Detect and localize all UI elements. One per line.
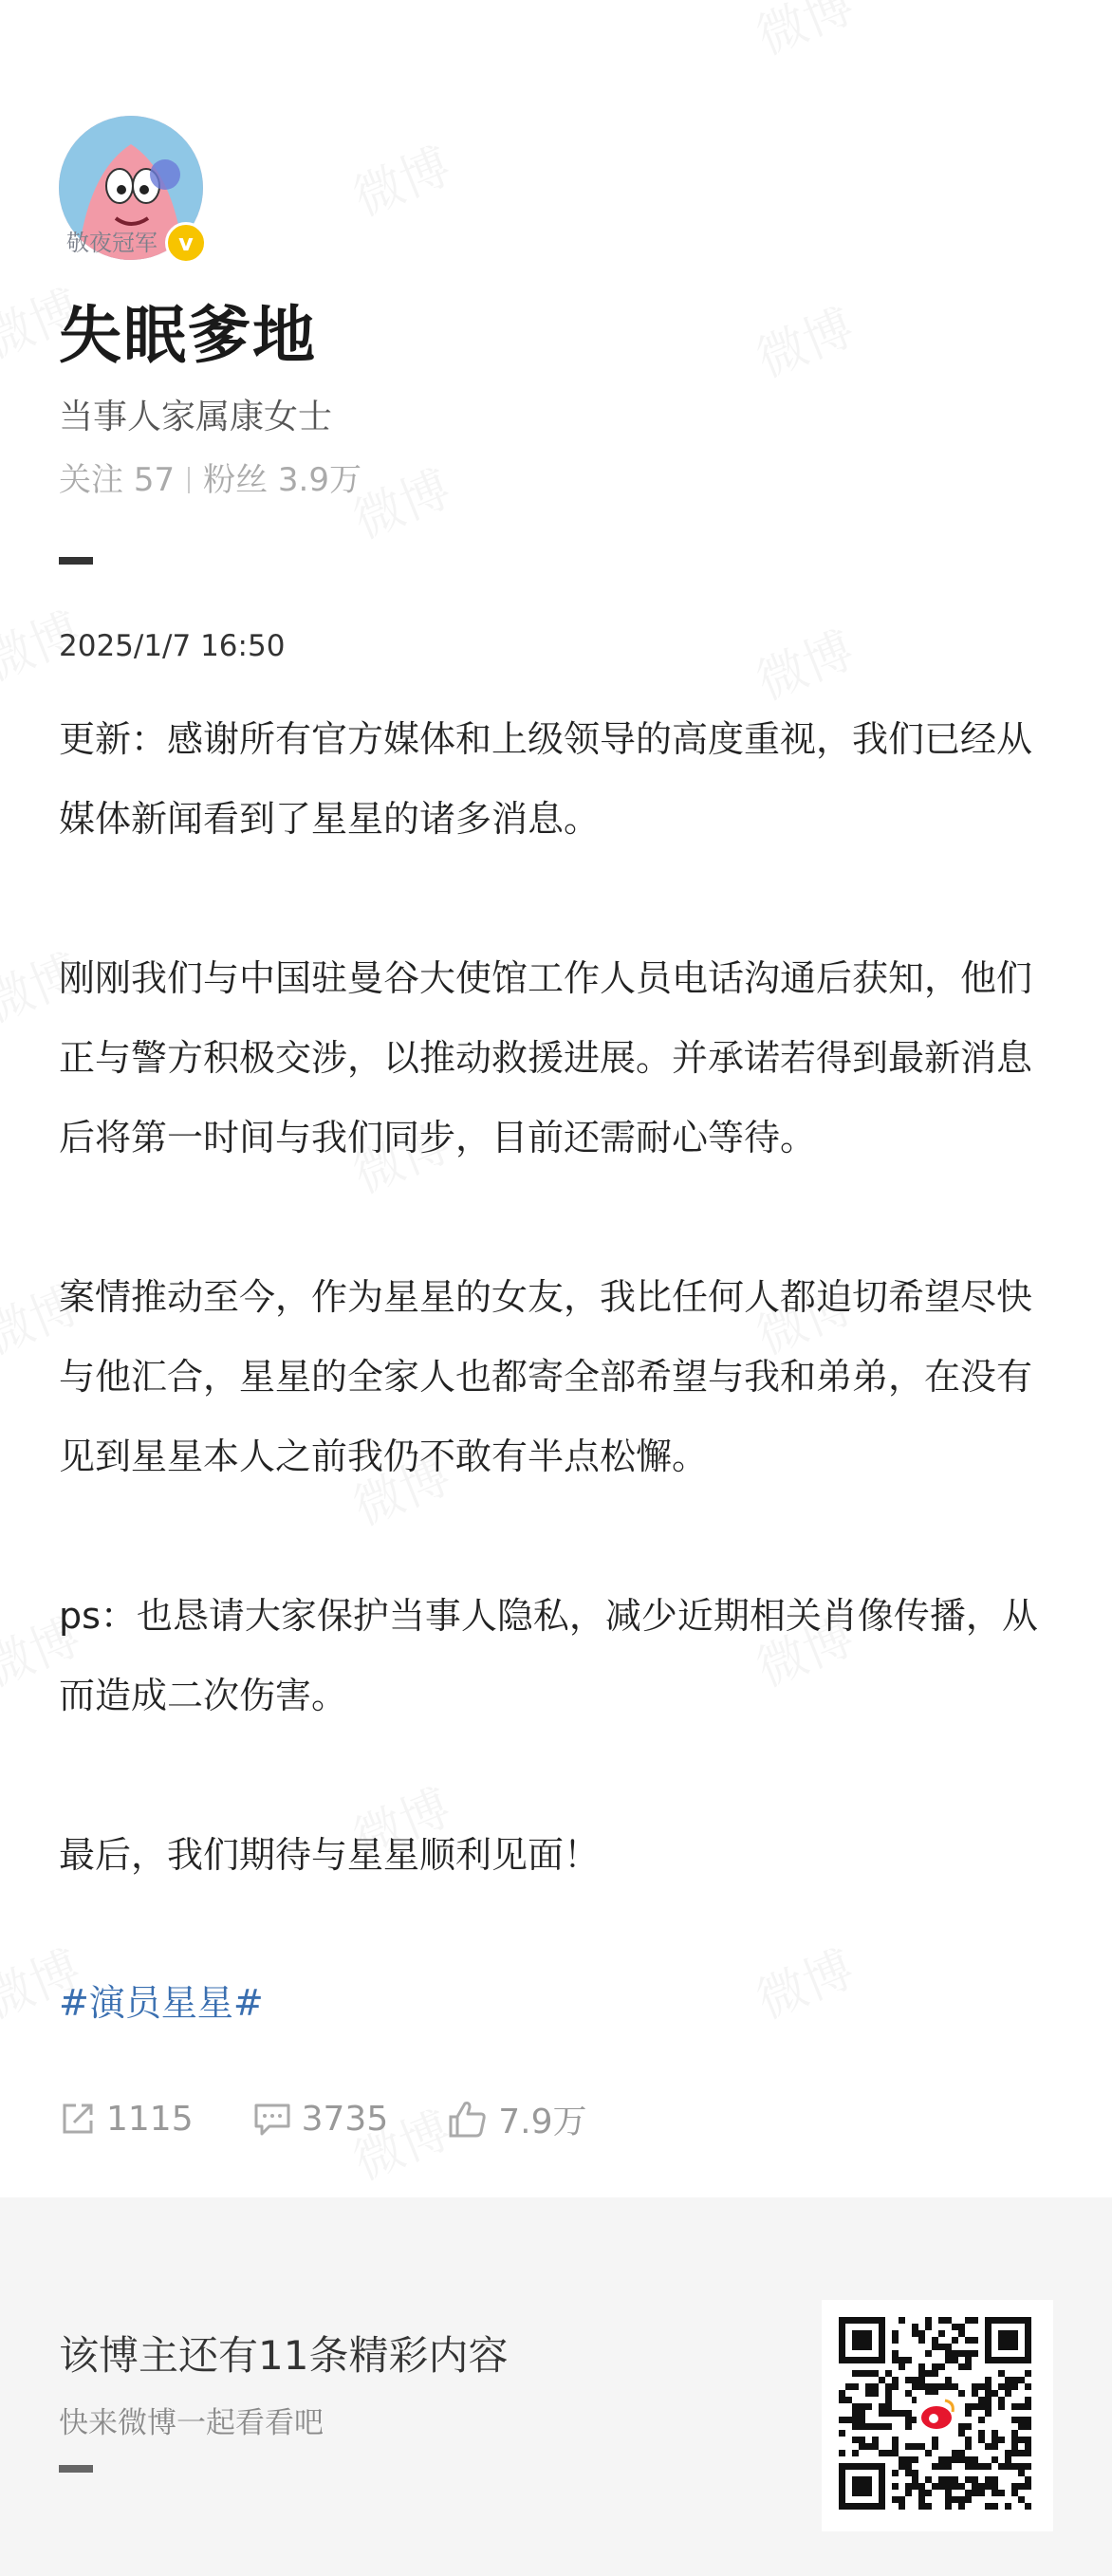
paragraph-gap [59,1735,1055,1815]
verified-badge-icon: v [165,222,207,264]
user-name[interactable]: 失眠爹地 [59,299,317,372]
post-paragraph: 刚刚我们与中国驻曼谷大使馆工作人员电话沟通后获知，他们正与警方积极交涉，以推动救援进展。并承诺若得到最新消息后将第一时间与我们同步，目前还需耐心等待。 [59,957,1033,1158]
qr-code[interactable] [822,2300,1053,2531]
avatar-tag: 敬夜冠军 [66,230,158,256]
qr-code-image [822,2300,1053,2531]
post-timestamp: 2025/1/7 16:50 [59,629,286,663]
repost-count: 1115 [106,2099,194,2139]
post-paragraph: 最后，我们期待与星星顺利见面！ [59,1834,601,1876]
like-button[interactable] [447,2095,586,2143]
hashtag-link[interactable]: #演员星星# [59,1982,264,2024]
post-paragraph: 案情推动至今，作为星星的女友，我比任何人都迫切希望尽快与他汇合，星星的全家人也都寄全部希望与我和弟弟，在没有见到星星本人之前我仍不敢有半点松懈。 [59,1276,1033,1477]
watermark [745,287,863,391]
repost-button[interactable] [59,2100,194,2139]
post-content [59,699,1055,1895]
comment-button[interactable] [252,2100,389,2139]
like-count: 7.9万 [498,2102,587,2141]
watermark [745,1929,863,2032]
post-paragraph: ps：也恳请大家保护当事人隐私，减少近期相关肖像传播，从而造成二次伤害。 [59,1595,1038,1716]
post-actions [59,2095,646,2142]
footer-divider [59,2465,93,2473]
watermark [745,0,863,68]
comment-count: 3735 [301,2099,389,2139]
user-stats [59,454,361,500]
followers-label: 粉丝 [203,461,269,499]
thumbs-up-icon [447,2098,489,2140]
post-paragraph: 更新：感谢所有官方媒体和上级领导的高度重视，我们已经从媒体新闻看到了星星的诸多消息。 [59,718,1033,840]
following-count[interactable]: 57 [133,461,176,499]
repost-icon [59,2100,97,2138]
watermark [745,610,863,713]
footer-subtitle: 快来微博一起看看吧 [59,2406,324,2440]
section-divider [59,557,93,565]
paragraph-gap [59,859,1055,938]
footer-promo [0,2197,1112,2576]
footer-title: 该博主还有11条精彩内容 [59,2332,509,2379]
followers-count[interactable]: 3.9万 [277,461,361,499]
paragraph-gap [59,1496,1055,1576]
user-bio: 当事人家属康女士 [59,398,333,436]
following-label: 关注 [59,461,123,499]
comment-icon [252,2100,292,2138]
watermark [342,126,460,230]
stats-divider [188,467,190,493]
paragraph-gap [59,1177,1055,1257]
